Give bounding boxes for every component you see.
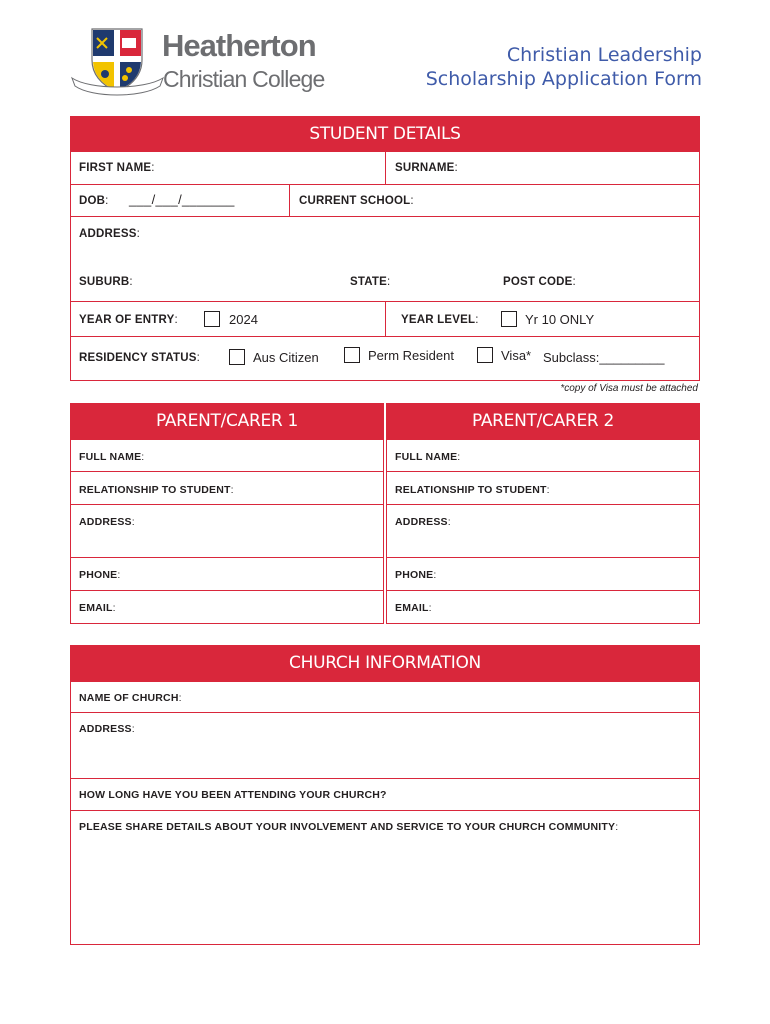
dob-label: DOB (79, 195, 106, 207)
p2-address-label: ADDRESS (395, 516, 448, 528)
p1-email-label: EMAIL (79, 602, 113, 614)
perm-resident-option: Perm Resident (368, 348, 454, 363)
church-how-long-row (71, 778, 699, 811)
visa-note: *copy of Visa must be attached (560, 383, 698, 394)
residency-status-label: RESIDENCY STATUS: (79, 352, 200, 364)
parent-carer-1-section (70, 403, 384, 624)
church-name-row (71, 681, 699, 713)
current-school-field[interactable]: CURRENT SCHOOL: (299, 195, 414, 207)
address-field[interactable]: ADDRESS: (79, 228, 141, 240)
college-name-line1: Heatherton (162, 28, 316, 63)
church-address-label: ADDRESS (79, 723, 132, 735)
p2-phone-label: PHONE (395, 569, 434, 581)
church-involvement-field[interactable]: PLEASE SHARE DETAILS ABOUT YOUR INVOLVEMENT AND SERVICE TO YOUR CHURCH COMMUNITY: (79, 821, 619, 833)
church-information-section (70, 645, 700, 945)
p1-address-label: ADDRESS (79, 516, 132, 528)
college-name-line2: Christian College (163, 66, 325, 92)
p2-email-label: EMAIL (395, 602, 429, 614)
p2-address-row (387, 504, 699, 558)
row-year (71, 301, 699, 337)
p1-full-name-field[interactable]: FULL NAME: (79, 451, 145, 463)
p2-address-field[interactable]: ADDRESS: (395, 516, 451, 528)
p1-relationship-field[interactable]: RELATIONSHIP TO STUDENT: (79, 484, 234, 496)
p1-phone-row (71, 557, 383, 590)
state-field[interactable]: STATE: (350, 276, 391, 288)
perm-resident-checkbox[interactable] (344, 347, 360, 363)
crest-icon (70, 26, 165, 98)
p1-full-name-row (71, 439, 383, 472)
year-of-entry-option: 2024 (229, 312, 258, 327)
year-level-checkbox[interactable] (501, 311, 517, 327)
visa-checkbox[interactable] (477, 347, 493, 363)
p2-phone-field[interactable]: PHONE: (395, 569, 437, 581)
surname-field[interactable]: SURNAME: (395, 162, 458, 174)
aus-citizen-checkbox[interactable] (229, 349, 245, 365)
parent-carer-1-heading: PARENT/CARER 1 (71, 404, 383, 439)
address-label: ADDRESS (79, 228, 137, 240)
p1-relationship-label: RELATIONSHIP TO STUDENT (79, 484, 231, 496)
parent-carer-2-heading: PARENT/CARER 2 (387, 404, 699, 439)
student-details-section (70, 116, 700, 381)
p1-phone-label: PHONE (79, 569, 118, 581)
p2-full-name-field[interactable]: FULL NAME: (395, 451, 461, 463)
p2-relationship-field[interactable]: RELATIONSHIP TO STUDENT: (395, 484, 550, 496)
church-address-field[interactable]: ADDRESS: (79, 723, 135, 735)
college-logo (70, 26, 165, 98)
p1-address-field[interactable]: ADDRESS: (79, 516, 135, 528)
post-code-field[interactable]: POST CODE: (503, 276, 576, 288)
p2-phone-row (387, 557, 699, 590)
p1-email-field[interactable]: EMAIL: (79, 602, 116, 614)
aus-citizen-option: Aus Citizen (253, 350, 319, 365)
p2-relationship-row (387, 471, 699, 505)
p1-relationship-row (71, 471, 383, 505)
p2-full-name-label: FULL NAME (395, 451, 458, 463)
year-of-entry-label: YEAR OF ENTRY: (79, 314, 178, 326)
church-name-label: NAME OF CHURCH (79, 692, 179, 704)
divider (385, 302, 386, 337)
year-level-option: Yr 10 ONLY (525, 312, 595, 327)
church-name-field[interactable]: NAME OF CHURCH: (79, 692, 182, 704)
parent-carer-2-section (386, 403, 700, 624)
p1-full-name-label: FULL NAME (79, 451, 142, 463)
p1-address-row (71, 504, 383, 558)
form-title-line2: Scholarship Application Form (425, 68, 702, 90)
surname-label: SURNAME (395, 162, 455, 174)
p2-email-field[interactable]: EMAIL: (395, 602, 432, 614)
suburb-field[interactable]: SUBURB: (79, 276, 133, 288)
form-title-line1: Christian Leadership (506, 44, 702, 66)
first-name-label: FIRST NAME (79, 162, 152, 174)
state-label: STATE (350, 276, 387, 288)
church-information-heading: CHURCH INFORMATION (71, 646, 699, 681)
current-school-label: CURRENT SCHOOL (299, 195, 411, 207)
dob-field[interactable]: DOB: (79, 195, 109, 207)
church-address-row (71, 712, 699, 779)
p1-phone-field[interactable]: PHONE: (79, 569, 121, 581)
divider (385, 152, 386, 185)
church-involvement-row (71, 810, 699, 945)
visa-option: Visa* (501, 348, 532, 363)
suburb-label: SUBURB (79, 276, 130, 288)
p1-email-row (71, 590, 383, 624)
church-involvement-label: PLEASE SHARE DETAILS ABOUT YOUR INVOLVEMENT AND SERVICE TO YOUR CHURCH COMMUNITY (79, 821, 616, 833)
p2-relationship-label: RELATIONSHIP TO STUDENT (395, 484, 547, 496)
row-dob-school (71, 184, 699, 217)
year-level-label: YEAR LEVEL: (401, 314, 479, 326)
p2-email-row (387, 590, 699, 624)
p2-full-name-row (387, 439, 699, 472)
subclass-field[interactable]: Subclass:_________ (543, 350, 665, 365)
divider (289, 185, 290, 217)
church-how-long-field[interactable]: HOW LONG HAVE YOU BEEN ATTENDING YOUR CHURCH? (79, 789, 387, 801)
row-residency (71, 336, 699, 381)
row-name (71, 151, 699, 185)
row-address (71, 216, 699, 301)
year-of-entry-checkbox[interactable] (204, 311, 220, 327)
first-name-field[interactable]: FIRST NAME: (79, 162, 155, 174)
student-details-heading: STUDENT DETAILS (71, 117, 699, 151)
dob-placeholder: ___/___/_______ (129, 192, 235, 207)
post-code-label: POST CODE (503, 276, 573, 288)
